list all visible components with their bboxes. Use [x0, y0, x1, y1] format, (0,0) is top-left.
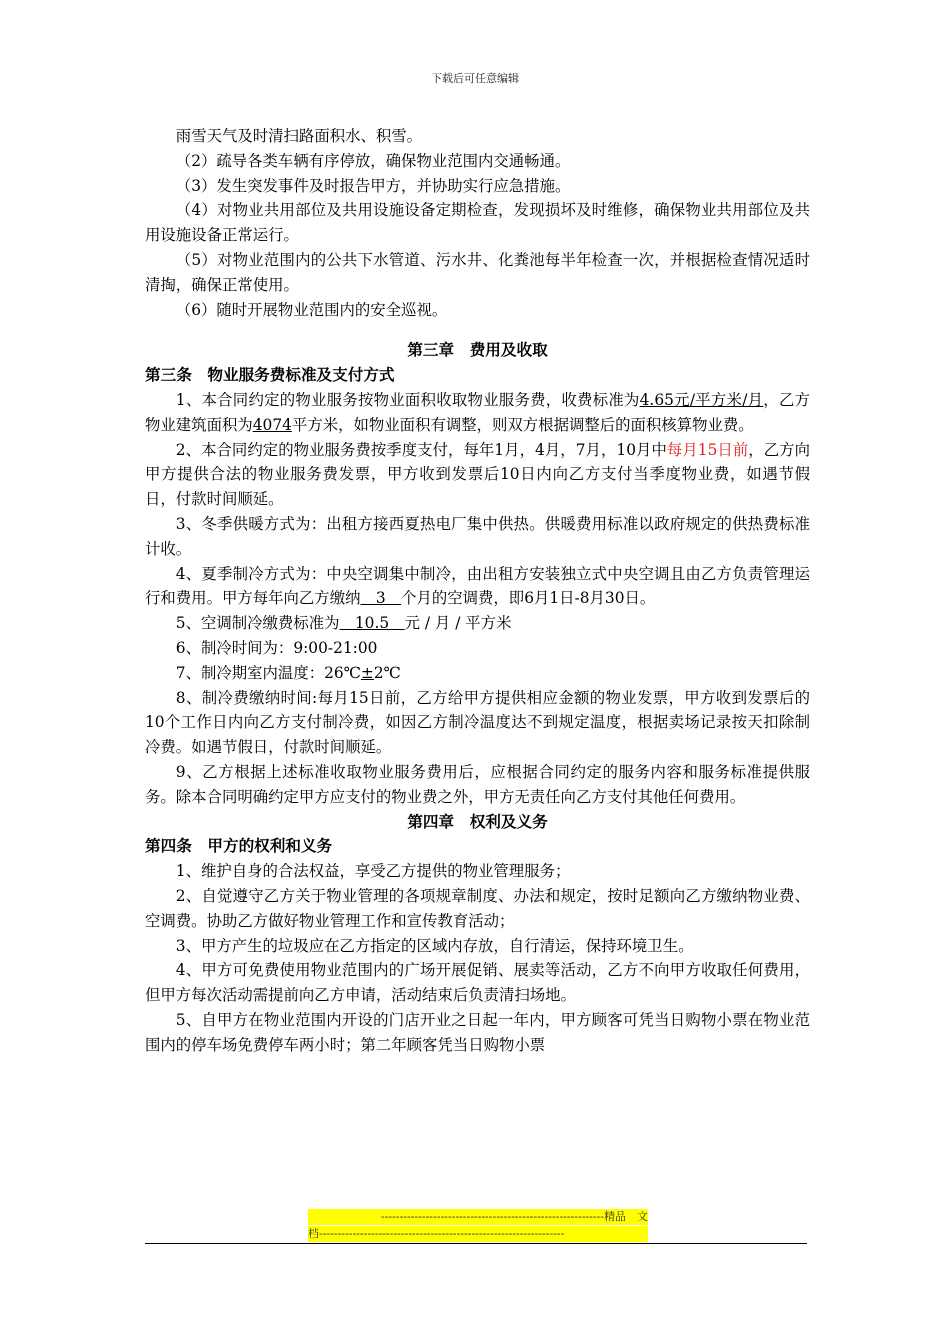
- ch4-item-2: 2、自觉遵守乙方关于物业管理的各项规章制度、办法和规定，按时足额向乙方缴纳物业费、空调费。协助乙方做好物业管理工作和宣传教育活动；: [145, 886, 810, 930]
- paragraph-emergency: （3）发生突发事件及时报告甲方，并协助实行应急措施。: [175, 176, 571, 195]
- ch3-item-8: 8、制冷费缴纳时间:每月15日前，乙方给甲方提供相应金额的物业发票，甲方收到发票后的10个工作日内向乙方支付制冷费，如因乙方制冷温度达不到规定温度，根据卖场记录按天扣除制冷费。如遇节假日，付款时间顺延。: [145, 688, 810, 757]
- plus-minus-symbol: ±: [360, 663, 374, 682]
- paragraph-traffic: （2）疏导各类车辆有序停放，确保物业范围内交通畅通。: [175, 151, 571, 170]
- ch4-item-3: 3、甲方产生的垃圾应在乙方指定的区域内存放，自行清运，保持环境卫生。: [175, 936, 694, 955]
- ch3-item-2-text-a: 2、本合同约定的物业服务费按季度支付，每年1月，4月，7月，10月中: [175, 440, 667, 459]
- ch3-item-5-text-a: 5、空调制冷缴费标准为: [175, 614, 340, 633]
- ch4-item-1: 1、维护自身的合法权益，享受乙方提供的物业管理服务；: [175, 862, 571, 881]
- ch4-item-5: 5、自甲方在物业范围内开设的门店开业之日起一年内，甲方顾客可凭当日购物小票在物业范围内的停车场免费停车两小时；第二年顾客凭当日购物小票: [145, 1010, 810, 1054]
- fee-rate-value: 4.65元/平方米/月: [639, 390, 764, 409]
- chapter-4-title: 第四章 权利及义务: [407, 811, 548, 831]
- ch3-item-5: [145, 611, 810, 636]
- article-4-title: 第四条 甲方的权利和义务: [145, 836, 333, 856]
- ch3-item-1-text-b: ，乙方物业建筑面积为: [145, 390, 810, 434]
- ch3-item-1: [145, 388, 810, 438]
- document-body: [145, 124, 810, 1057]
- ch3-item-2-text-b: ，乙方向甲方提供合法的物业服务费发票，甲方收到发票后10日内向乙方支付当季度物业费，如遇节假日，付款时间顺延。: [145, 440, 810, 509]
- ch3-item-4-text-b: 个月的空调费，即6月1日-8月30日。: [401, 589, 656, 608]
- ch3-item-7-text-a: 7、制冷期室内温度：26℃: [175, 663, 361, 682]
- chapter-3-title: 第三章 费用及收取: [407, 340, 548, 360]
- building-area-value: 4074: [252, 415, 292, 434]
- article-3-title: 第三条 物业服务费标准及支付方式: [145, 365, 395, 385]
- paragraph-sewer: （5）对物业范围内的公共下水管道、污水井、化粪池每半年检查一次，并根据检查情况适时清掏，确保正常使用。: [145, 250, 810, 294]
- paragraph-snow-clearing: 雨雪天气及时清扫路面积水、积雪。: [175, 127, 423, 145]
- ch3-item-2: [145, 438, 810, 512]
- footer-watermark-line-1: ------------------------------------------------------------精品 文: [308, 1209, 648, 1225]
- ch3-item-1-text-c: 平方米，如物业面积有调整，则双方根据调整后的面积核算物业费。: [291, 415, 754, 434]
- ch3-item-7: [145, 661, 810, 686]
- ch3-item-4: [145, 562, 810, 612]
- ch3-item-9: 9、乙方根据上述标准收取物业服务费用后，应根据合同约定的服务内容和服务标准提供服务。除本合同明确约定甲方应支付的物业费之外，甲方无责任向乙方支付其他任何费用。: [145, 762, 810, 806]
- ch3-item-3: 3、冬季供暖方式为：出租方接西夏热电厂集中供热。供暖费用标准以政府规定的供热费标准计收。: [145, 514, 810, 558]
- ch4-item-4: 4、甲方可免费使用物业范围内的广场开展促销、展卖等活动，乙方不向甲方收取任何费用，但甲方每次活动需提前向乙方申请，活动结束后负责清扫场地。: [145, 961, 810, 1005]
- ch3-item-7-text-b: 2℃: [373, 663, 401, 682]
- payment-deadline-highlight: 每月15日前: [666, 440, 749, 459]
- paragraph-inspection: （4）对物业共用部位及共用设施设备定期检查，发现损坏及时维修，确保物业共用部位及共用设施设备正常运行。: [145, 201, 810, 245]
- ac-months-value: 3: [360, 589, 402, 608]
- footer-watermark-line-2: 档------------------------------------------------------------------: [308, 1226, 648, 1242]
- ch3-item-4-text-a: 4、夏季制冷方式为：中央空调集中制冷，由出租方安装独立式中央空调且由乙方负责管理运行和费用。甲方每年向乙方缴纳: [145, 564, 810, 608]
- ch3-item-6: 6、制冷时间为：9:00-21:00: [175, 638, 378, 657]
- page-header: 下载后可任意编辑: [431, 72, 519, 85]
- ch3-item-5-text-b: 元 / 月 / 平方米: [404, 614, 512, 633]
- footer-rule: [145, 1243, 807, 1244]
- ac-rate-value: 10.5: [339, 614, 405, 633]
- paragraph-patrol: （6）随时开展物业范围内的安全巡视。: [175, 300, 448, 319]
- ch3-item-1-text-a: 1、本合同约定的物业服务按物业面积收取物业服务费，收费标准为: [175, 390, 640, 409]
